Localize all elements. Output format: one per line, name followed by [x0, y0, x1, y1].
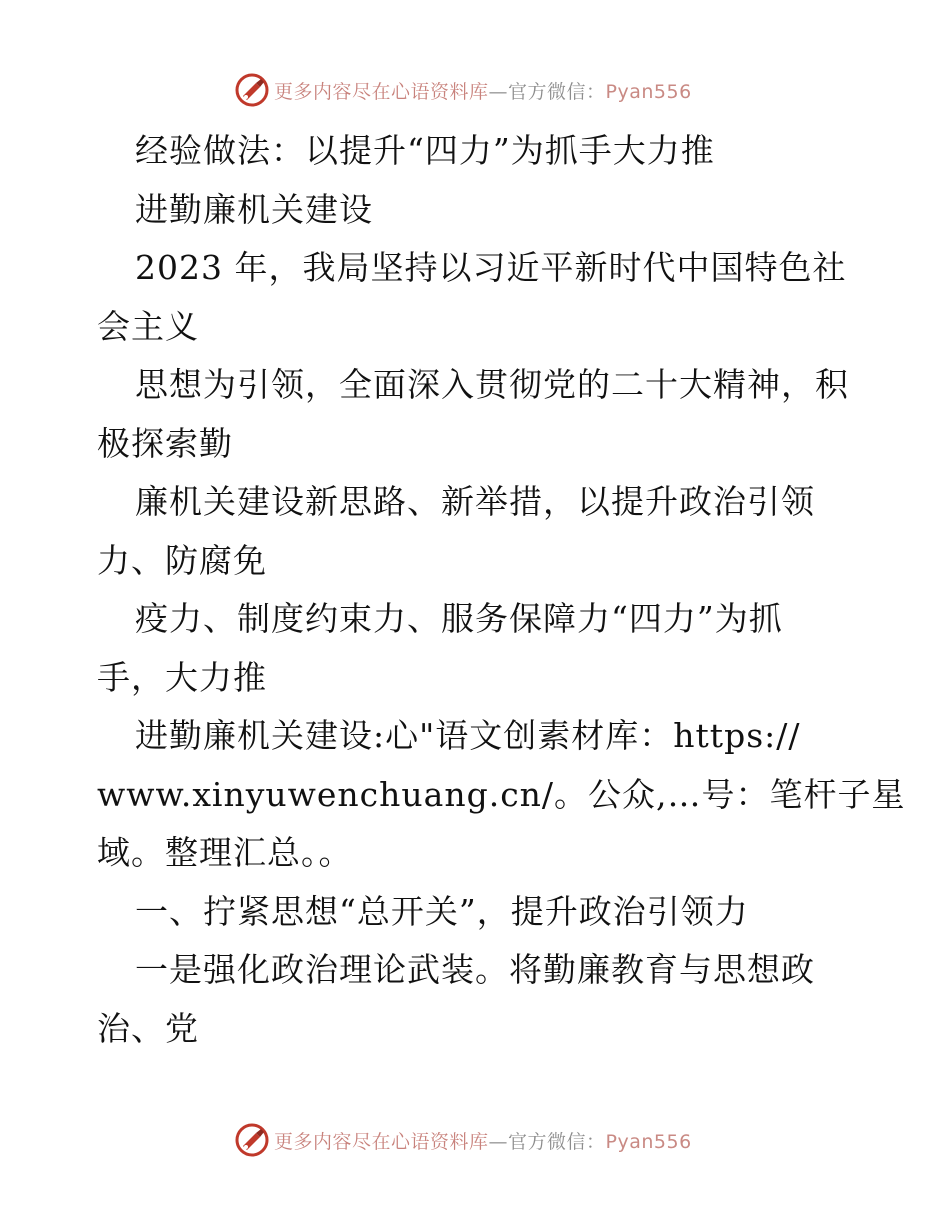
body-line: www.xinyuwenchuang.cn/。公众,…号：笔杆子星 — [97, 774, 906, 814]
body-line: 进勤廉机关建设:心"语文创素材库：https:// — [135, 716, 801, 755]
body-line: 会主义 — [97, 306, 199, 346]
header-separator: — — [488, 80, 509, 103]
body-line: 一、拧紧思想“总开关”，提升政治引领力 — [135, 891, 749, 931]
body-line: 经验做法：以提升“四力”为抓手大力推 — [135, 131, 715, 170]
header-banner-text — [274, 77, 692, 104]
body-line: 一是强化政治理论武装。将勤廉教育与思想政 — [135, 950, 815, 989]
header-site-text: 更多内容尽在心语资料库 — [274, 80, 489, 103]
document-body — [97, 122, 906, 1058]
header-wechat-id: Pyan556 — [605, 80, 692, 103]
footer-wechat-label: 官方微信： — [508, 1130, 606, 1153]
pen-logo-icon — [234, 72, 270, 108]
body-line: 域。整理汇总。。 — [97, 833, 353, 872]
body-line: 思想为引领，全面深入贯彻党的二十大精神，积 — [135, 365, 849, 404]
body-line: 极探索勤 — [97, 423, 233, 463]
footer-banner-text — [274, 1127, 692, 1154]
header-wechat-label: 官方微信： — [508, 80, 606, 103]
body-line: 廉机关建设新思路、新举措，以提升政治引领 — [135, 482, 815, 521]
header-banner — [234, 70, 734, 110]
body-line: 力、防腐免 — [97, 540, 267, 580]
body-line: 2023 年，我局坚持以习近平新时代中国特色社 — [135, 248, 847, 287]
footer-wechat-id: Pyan556 — [605, 1130, 692, 1153]
footer-site-text: 更多内容尽在心语资料库 — [274, 1130, 489, 1153]
body-line: 疫力、制度约束力、服务保障力“四力”为抓 — [135, 599, 783, 638]
pen-logo-icon — [234, 1122, 270, 1158]
body-line: 手，大力推 — [97, 657, 267, 697]
body-line: 治、党 — [97, 1008, 199, 1048]
footer-separator: — — [488, 1130, 509, 1153]
footer-banner — [234, 1120, 734, 1160]
body-line: 进勤廉机关建设 — [135, 189, 373, 229]
